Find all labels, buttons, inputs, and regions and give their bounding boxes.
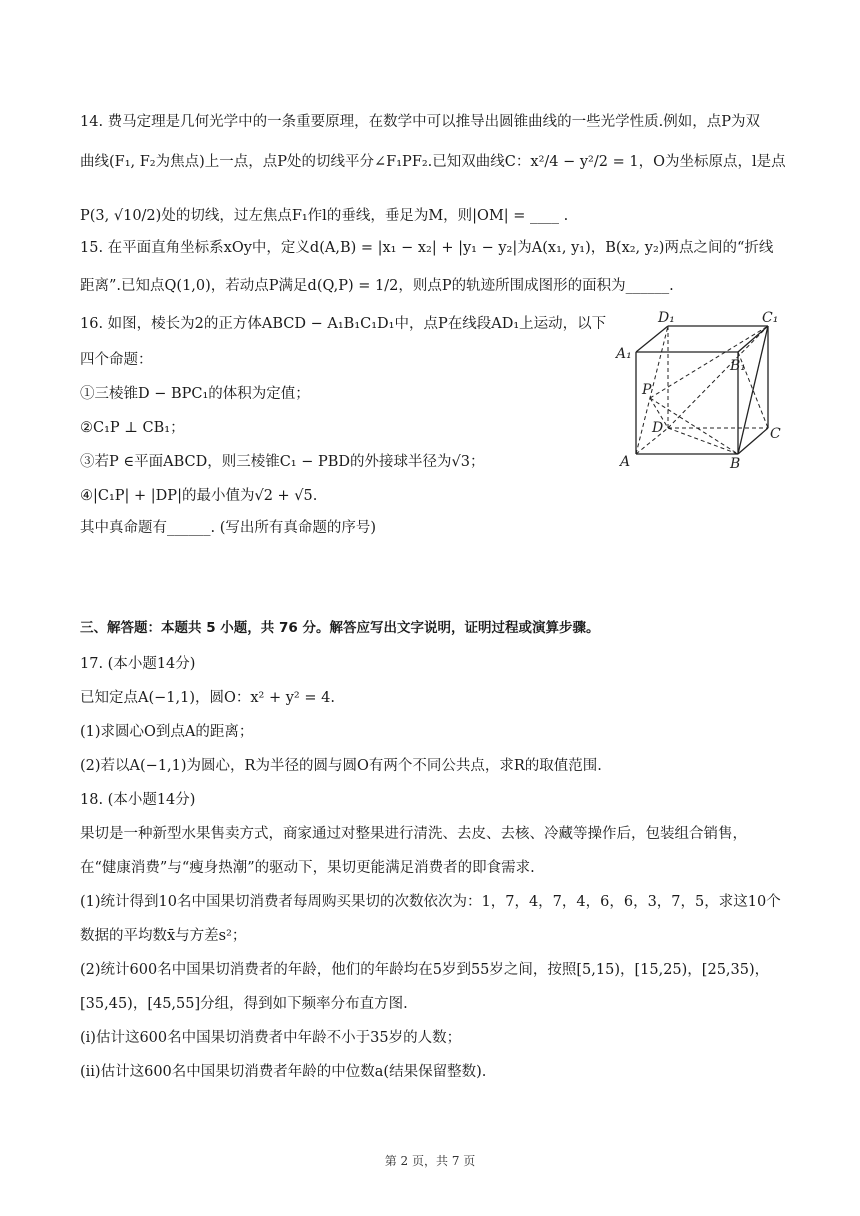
label-b: B <box>730 456 741 468</box>
edge-a1d1 <box>636 326 668 352</box>
p14-line3: P(3, √10/2)处的切线，过左焦点F₁作l的垂线，垂足为M，则|OM| = ____ . <box>80 208 569 224</box>
edge-bc <box>738 428 768 454</box>
p18-q1b: 数据的平均数x̄与方差s²； <box>80 928 247 944</box>
label-c1: C₁ <box>762 310 779 326</box>
p16-conclusion: 其中真命题有______. (写出所有真命题的序号) <box>80 520 377 536</box>
p14-line2: 曲线(F₁, F₂为焦点)上一点，点P处的切线平分∠F₁PF₂.已知双曲线C：x²/4 − y²/2 = 1，O为坐标原点，l是点 <box>80 154 786 170</box>
p18-title: 18. (本小题14分) <box>80 792 196 808</box>
label-b1: B₁ <box>730 358 746 374</box>
segment-c1b <box>738 326 768 454</box>
p18-q1a: (1)统计得到10名中国果切消费者每周购买果切的次数依次为：1，7，4，7，4，6，6，3，7，5，求这10个 <box>80 894 781 910</box>
segment-db-hidden <box>668 428 738 454</box>
cube-figure <box>610 308 790 468</box>
p18-qi: (i)估计这600名中国果切消费者中年龄不小于35岁的人数； <box>80 1030 462 1046</box>
p17-title: 17. (本小题14分) <box>80 656 196 672</box>
label-a1: A₁ <box>616 346 632 362</box>
page-footer: 第 2 页，共 7 页 <box>384 1154 476 1168</box>
p15-line1: 15. 在平面直角坐标系xOy中，定义d(A,B) = |x₁ − x₂| + |y₁ − y₂|为A(x₁, y₁)，B(x₂, y₂)两点之间的“折线 <box>80 240 774 256</box>
label-d1: D₁ <box>658 310 675 326</box>
section-heading: 三、解答题：本题共 5 小题，共 76 分。解答应写出文字说明，证明过程或演算步骤。 <box>80 620 600 636</box>
p16-item4: ④|C₁P| + |DP|的最小值为√2 + √5. <box>80 488 318 504</box>
label-c: C <box>770 426 781 442</box>
p17-q2: (2)若以A(−1,1)为圆心，R为半径的圆与圆O有两个不同公共点，求R的取值范围. <box>80 758 602 774</box>
p15-line2: 距离”.已知点Q(1,0)，若动点P满足d(Q,P) = 1/2，则点P的轨迹所围成图形的面积为______. <box>80 278 674 294</box>
p18-q2a: (2)统计600名中国果切消费者的年龄，他们的年龄均在5岁到55岁之间，按照[5,15)，[15,25)，[25,35)， <box>80 962 770 978</box>
p14-line1: 14. 费马定理是几何光学中的一条重要原理，在数学中可以推导出圆锥曲线的一些光学性质.例如，点P为双 <box>80 114 761 130</box>
p16-item2: ②C₁P ⊥ CB₁； <box>80 420 185 436</box>
p18-q2b: [35,45)，[45,55]分组，得到如下频率分布直方图. <box>80 996 408 1012</box>
segment-dc1-hidden <box>668 326 768 428</box>
p17-line1: 已知定点A(−1,1)，圆O：x² + y² = 4. <box>80 690 335 706</box>
label-d: D <box>652 420 664 436</box>
p16-item3: ③若P ∈平面ABCD，则三棱锥C₁ − PBD的外接球半径为√3； <box>80 454 485 470</box>
p18-qii: (ii)估计这600名中国果切消费者年龄的中位数a(结果保留整数). <box>80 1064 487 1080</box>
p18-line2: 在“健康消费”与“瘦身热潮”的驱动下，果切更能满足消费者的即食需求. <box>80 860 535 876</box>
p17-q1: (1)求圆心O到点A的距离； <box>80 724 254 740</box>
p16-line1: 16. 如图，棱长为2的正方体ABCD − A₁B₁C₁D₁中，点P在线段AD₁上运动，以下 <box>80 316 607 332</box>
p18-line1: 果切是一种新型水果售卖方式，商家通过对整果进行清洗、去皮、去核、冷藏等操作后，包装组合销售， <box>80 826 747 842</box>
p16-item1: ①三棱锥D − BPC₁的体积为定值； <box>80 386 310 402</box>
p16-line2: 四个命题： <box>80 352 153 368</box>
label-p: P <box>642 382 652 398</box>
label-a: A <box>620 454 631 468</box>
